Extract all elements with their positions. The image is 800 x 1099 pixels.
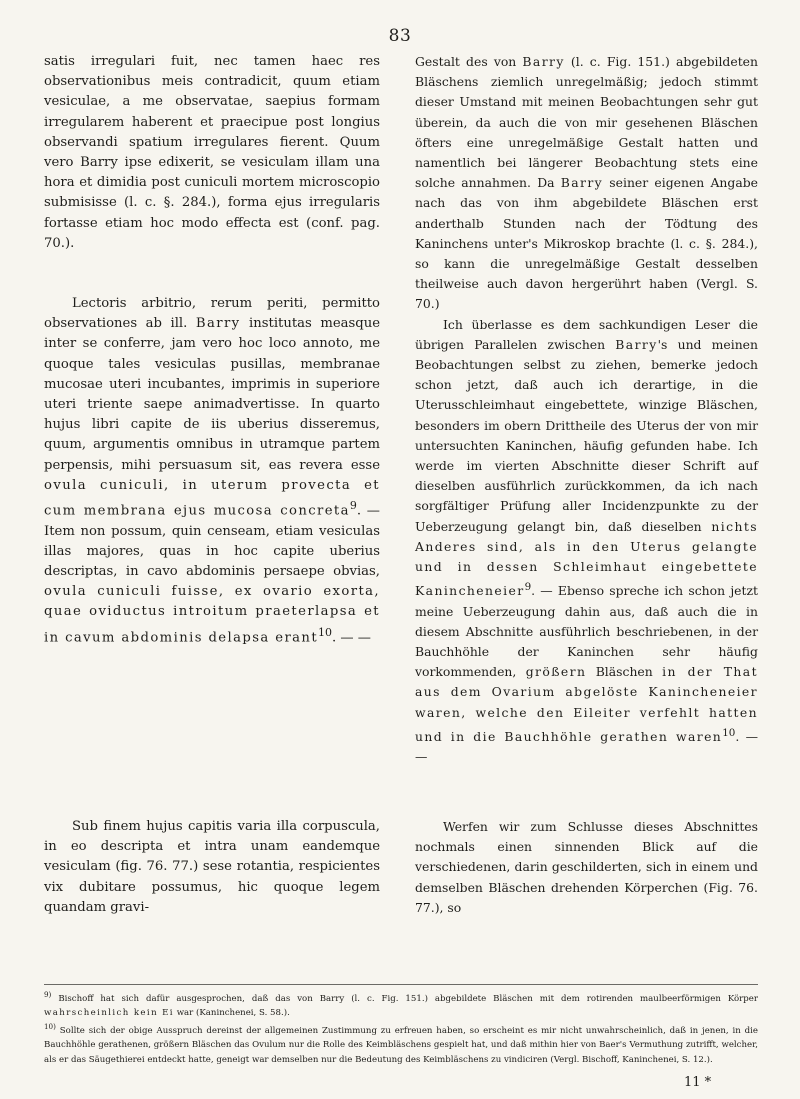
right-paragraph-1-c: seiner eigenen Angabe nach das von ihm abgebildete Bläschen erst anderthalb Stunden nach der Tödtung des Kaninchens unter's Mikroskop brachte (l. c. §. 284.), so kann die unregelmäßige Gestalt desselben theilweise auch davon hergerührt haben (Vergl. S. 70.) xyxy=(415,175,758,312)
right-column-bottom xyxy=(415,817,758,918)
footnote-9-text-a: Bischoff hat sich dafür ausgesprochen, daß das von Barry (l. c. Fig. 151.) abgebildete Bläschen mit dem rotirenden maulbeerförmigen Körper xyxy=(51,993,758,1004)
author-barry: Barry xyxy=(195,316,241,332)
footnote-divider xyxy=(44,984,758,985)
footnote-9-mark: 9) xyxy=(44,990,52,999)
right-paragraph-2-c: . — Ebenso spreche ich schon jetzt meine Ueberzeugung dahin aus, daß auch die in diesem Abschnitte ausführlich beschriebenen, in der Bauchhöhle der Kaninchen sehr häufig vorkommenden, xyxy=(415,583,758,680)
right-paragraph-1 xyxy=(415,52,758,315)
emphasis-ovula-2: ovula cuniculi fuisse, ex ovario exorta, quae oviductus introitum praeterlapsa et in cavum abdominis delapsa erant xyxy=(44,584,380,646)
footnote-ref-9: 9 xyxy=(524,581,532,594)
left-column-bottom xyxy=(44,817,380,918)
right-paragraph-1-b: (l. c. Fig. 151.) abgebildeten Bläschens ziemlich unregelmäßig; jedoch stimmt dieser Umstand mit meinen Beobachtungen sehr gut überein, da auch die von mir gesehenen Bläschen öfters eine unregelmäßige Gestalt hatten und namentlich bei längerer Beobachtung stets eine solche annahmen. Da xyxy=(415,54,758,191)
right-paragraph-3: Werfen wir zum Schlusse dieses Abschnittes nochmals einen sinnenden Blick auf die verschiedenen, darin geschilderten, sich in einem und demselben Bläschen drehenden Körperchen (Fig. 76. 77.), so xyxy=(415,819,758,915)
footnote-ref-10: 10 xyxy=(318,625,333,639)
page-number: 83 xyxy=(388,26,412,46)
right-paragraph-2-d: Bläschen xyxy=(586,664,663,680)
footnote-10 xyxy=(44,1020,758,1066)
footnote-10-mark: 10) xyxy=(44,1022,56,1032)
emphasis-kanincheneier: nichts Anderes sind, als in den Uterus gelangte und in dessen Schleimhaut eingebettete Kanincheneier xyxy=(415,518,758,599)
author-barry: Barry xyxy=(615,336,658,352)
footnote-9-text-b: war (Kaninchenei, S. 58.). xyxy=(173,1008,290,1019)
left-paragraph-1: satis irregulari fuit, nec tamen haec res observationibus meis contradicit, quum etiam vesiculae, a me observatae, saepius formam irregularem haberent et praecipue post longius observandi spatium irregulares fierent. Quum vero Barry ipse edixerit, se vesiculam illam una hora et dimidia post cuniculi mortem microscopio submisisse (l. c. §. 284.), forma ejus irregularis fortasse etiam hoc modo effecta est (conf. pag. 70.). xyxy=(44,54,380,251)
footnote-10-text: Sollte sich der obige Ausspruch dereinst der allgemeinen Zustimmung zu erfreuen haben, so erscheint es mir nicht unwahrscheinlich, daß in jenen, in die Bauchhöhle gerathenen, größern Bläschen das Ovulum nur die Rolle des Keimbläschens gespielt hat, und daß mithin hier von Baer's Vermuthung zutrifft, welcher, als er das Säugethierei entdeckt hatte, geneigt war demselben nur die Bedeutung des Keimbläschens zu vindiciren (Vergl. Bischoff, Kaninchenei, S. 12.). xyxy=(44,1026,758,1065)
left-paragraph-2-tail: . — — xyxy=(332,630,371,646)
signature-mark: 11 * xyxy=(684,1075,712,1090)
right-paragraph-1-a: Gestalt des von xyxy=(415,54,523,69)
emphasis-groessern: größern xyxy=(525,664,587,680)
left-paragraph-2 xyxy=(44,294,380,648)
emphasis-ovula: ovula cuniculi, in uterum provecta et cum membrana ejus mucosa concreta xyxy=(44,477,380,519)
footnotes xyxy=(44,988,758,1067)
right-column xyxy=(415,52,758,767)
left-paragraph-2-mid: institutas measque inter se conferre, jam vero hoc loco annoto, me quoque tales vesiculas pusillas, membranae mucosae uteri incubantes, imprimis in superiore uteri triente saepe animadvertisse. In quarto hujus libri capite de iis uberius disseremus, quum, argumentis omnibus in utramque partem perpensis, mihi persuasum sit, eas revera esse xyxy=(44,316,381,473)
footnote-9-emphasis: wahrscheinlich kein Ei xyxy=(44,1008,174,1019)
footnote-ref-9: 9 xyxy=(349,499,357,513)
right-paragraph-2-a: Ich überlasse es dem sachkundigen Leser die übrigen Parallelen zwischen xyxy=(415,316,758,352)
footnote-9 xyxy=(44,988,758,1020)
author-barry: Barry xyxy=(560,175,604,191)
right-paragraph-2-tail: . — — xyxy=(415,728,758,765)
left-paragraph-2-end: . — Item non possum, quin censeam, etiam vesiculas illas majores, quas in hoc capite uberius descriptas, in cavo abdominis persaepe obvias, xyxy=(44,503,380,580)
left-column xyxy=(44,52,380,648)
left-paragraph-3: Sub finem hujus capitis varia illa corpuscula, in eo descripta et intra unam eandemque vesiculam (fig. 76. 77.) sese rotantia, respicientes vix dubitare possumus, hic quoque legem quandam gravi- xyxy=(44,819,380,915)
emphasis-ovarium: in der That aus dem Ovarium abgelöste Kanincheneier waren, welche den Eileiter verfehlt hatten und in die Bauchhöhle gerathen waren xyxy=(415,664,758,744)
left-paragraph-2-start: Lectoris arbitrio, rerum periti, permitto observationes ab ill. xyxy=(44,296,380,332)
right-paragraph-2-b: 's und meinen Beobachtungen selbst zu ziehen, bemerke jedoch schon jetzt, daß auch ich derartige, in die Uterusschleimhaut eingebettete, winzige Bläschen, besonders im obern Drittheile des Uterus der von mir untersuchten Kaninchen, häufig gefunden habe. Ich werde im vierten Abschnitte dieser Schrift auf dieselben ausführlich zurückkommen, da ich nach sorgfältiger Prüfung aller Incidenzpunkte zu der Ueberzeugung gelangt bin, daß dieselben xyxy=(415,336,759,534)
right-paragraph-2 xyxy=(415,315,758,768)
footnote-ref-10: 10 xyxy=(722,726,736,739)
author-barry: Barry xyxy=(522,54,565,69)
